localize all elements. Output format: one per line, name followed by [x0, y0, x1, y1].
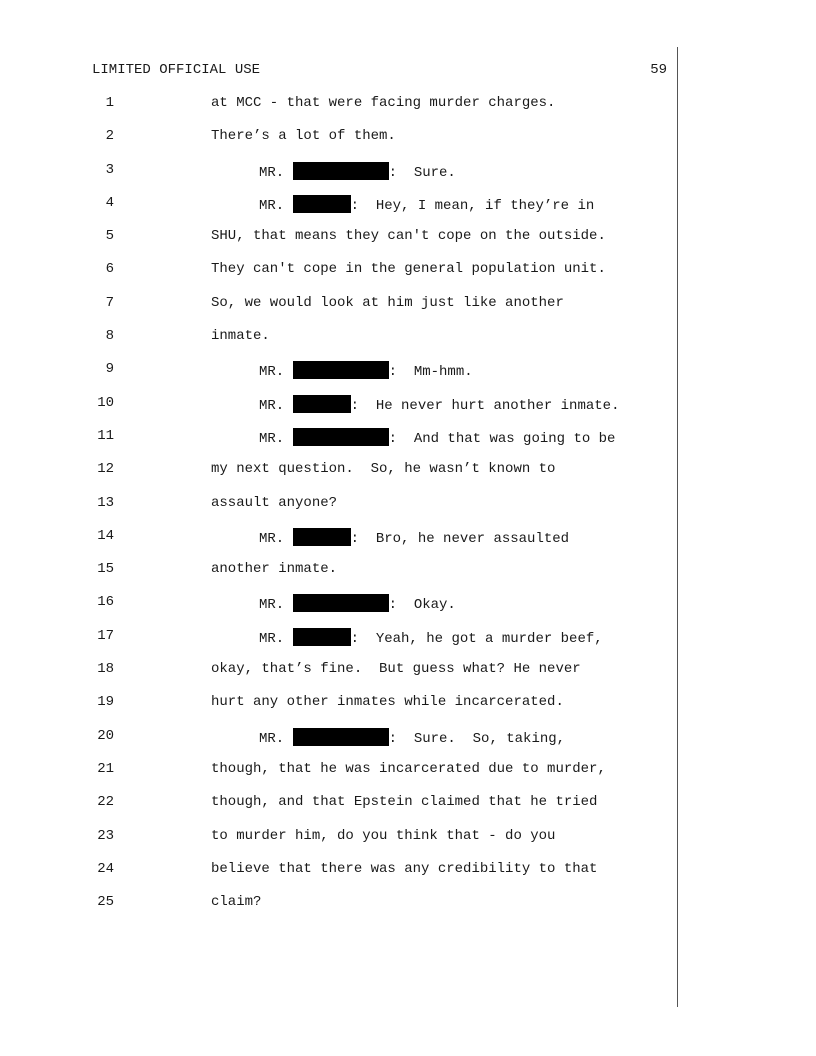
transcript-line	[0, 295, 816, 328]
line-number: 12	[97, 461, 114, 478]
line-text: They can't cope in the general population unit.	[211, 261, 606, 278]
transcript-line	[0, 395, 816, 428]
line-number: 22	[97, 794, 114, 811]
speaker-text: : Yeah, he got a murder beef,	[350, 630, 603, 647]
transcript-line	[0, 594, 816, 627]
line-number: 14	[97, 527, 114, 544]
transcript-line	[0, 794, 816, 827]
line-number: 9	[105, 361, 114, 378]
speaker-line	[259, 428, 615, 447]
speaker-line	[259, 195, 594, 214]
line-text: at MCC - that were facing murder charges.	[211, 95, 556, 111]
line-text: though, that he was incarcerated due to murder,	[211, 760, 606, 777]
line-number: 3	[105, 161, 114, 178]
line-number: 1	[105, 95, 114, 111]
page-number: 59	[650, 62, 667, 78]
line-number: 6	[105, 261, 114, 278]
line-number: 5	[105, 228, 114, 245]
speaker-prefix: MR.	[259, 364, 285, 381]
speaker-prefix: MR.	[259, 530, 285, 547]
speaker-prefix: MR.	[259, 164, 285, 181]
transcript-line	[0, 828, 816, 861]
speaker-prefix: MR.	[259, 197, 285, 214]
line-text: believe that there was any credibility to that	[211, 860, 598, 877]
transcript-line	[0, 761, 816, 794]
line-number: 17	[97, 627, 114, 644]
speaker-prefix: MR.	[259, 397, 285, 414]
redaction-box	[293, 594, 389, 612]
line-number: 16	[97, 594, 114, 611]
line-number: 7	[105, 294, 114, 311]
redaction-box	[293, 628, 351, 646]
line-text: my next question. So, he wasn’t known to	[211, 461, 556, 478]
speaker-prefix: MR.	[259, 430, 285, 447]
transcript-line	[0, 328, 816, 361]
speaker-text: : Sure. So, taking,	[388, 730, 566, 747]
redaction-box	[293, 195, 351, 213]
transcript-line	[0, 261, 816, 294]
speaker-text: : Mm-hmm.	[388, 364, 473, 381]
speaker-prefix: MR.	[259, 597, 285, 614]
speaker-text: : Sure.	[388, 164, 456, 181]
transcript-line	[0, 361, 816, 394]
line-number: 21	[97, 760, 114, 777]
transcript-line	[0, 95, 816, 128]
line-number: 20	[97, 727, 114, 744]
redaction-box	[293, 728, 389, 746]
transcript-line	[0, 561, 816, 594]
transcript-line	[0, 528, 816, 561]
line-text: claim?	[211, 894, 262, 911]
transcript-line	[0, 628, 816, 661]
line-number: 25	[97, 894, 114, 911]
line-text: inmate.	[211, 328, 270, 345]
transcript-line	[0, 894, 816, 927]
transcript-lines	[0, 95, 816, 927]
line-text: SHU, that means they can't cope on the outside.	[211, 228, 606, 245]
line-number: 15	[97, 561, 114, 578]
line-number: 23	[97, 827, 114, 844]
transcript-line	[0, 128, 816, 161]
redaction-box	[293, 428, 389, 446]
speaker-prefix: MR.	[259, 730, 285, 747]
speaker-text: : Bro, he never assaulted	[350, 530, 570, 547]
transcript-line	[0, 861, 816, 894]
transcript-line	[0, 162, 816, 195]
speaker-line	[259, 361, 473, 380]
speaker-prefix: MR.	[259, 630, 285, 647]
line-text: So, we would look at him just like another	[211, 294, 564, 311]
speaker-text: : Hey, I mean, if they’re in	[350, 197, 595, 214]
transcript-line	[0, 495, 816, 528]
speaker-line	[259, 628, 603, 647]
line-number: 19	[97, 694, 114, 711]
line-number: 13	[97, 494, 114, 511]
line-number: 10	[97, 394, 114, 411]
line-text: There’s a lot of them.	[211, 128, 396, 145]
speaker-line	[259, 728, 565, 747]
redaction-box	[293, 528, 351, 546]
speaker-line	[259, 528, 569, 547]
classification-header: LIMITED OFFICIAL USE	[92, 62, 261, 78]
line-text: though, and that Epstein claimed that he tried	[211, 794, 598, 811]
line-number: 11	[97, 427, 114, 444]
transcript-line	[0, 661, 816, 694]
line-text: another inmate.	[211, 561, 338, 578]
transcript-line	[0, 195, 816, 228]
line-number: 8	[105, 328, 114, 345]
speaker-text: : He never hurt another inmate.	[350, 397, 620, 414]
transcript-line	[0, 694, 816, 727]
line-text: okay, that’s fine. But guess what? He never	[211, 661, 581, 678]
line-text: hurt any other inmates while incarcerated.	[211, 694, 564, 711]
speaker-line	[259, 162, 456, 181]
speaker-text: : And that was going to be	[388, 430, 616, 447]
redaction-box	[293, 162, 389, 180]
line-number: 4	[105, 194, 114, 211]
transcript-line	[0, 228, 816, 261]
line-text: assault anyone?	[211, 494, 338, 511]
transcript-line	[0, 461, 816, 494]
line-number: 18	[97, 661, 114, 678]
speaker-text: : Okay.	[388, 597, 456, 614]
line-number: 2	[105, 128, 114, 145]
line-text: to murder him, do you think that - do you	[211, 827, 556, 844]
redaction-box	[293, 395, 351, 413]
line-number: 24	[97, 860, 114, 877]
speaker-line	[259, 594, 456, 613]
redaction-box	[293, 361, 389, 379]
transcript-line	[0, 728, 816, 761]
transcript-line	[0, 428, 816, 461]
speaker-line	[259, 395, 619, 414]
